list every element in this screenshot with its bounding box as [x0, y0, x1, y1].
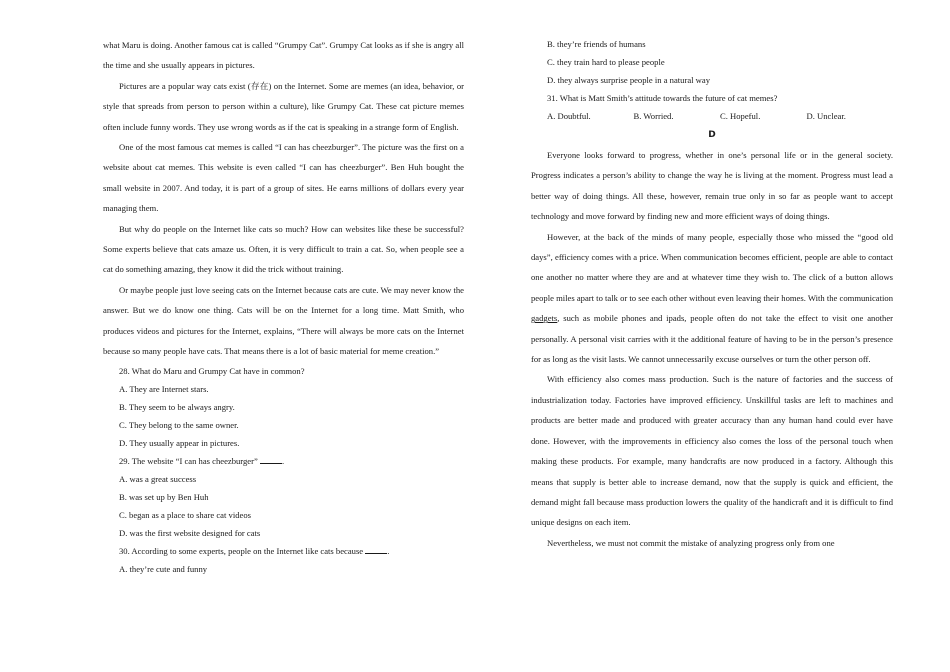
passage-d-paragraph-4: Nevertheless, we must not commit the mistake of analyzing progress only from one	[547, 537, 835, 548]
left-column	[103, 35, 464, 578]
passage-c-paragraph-1: what Maru is doing. Another famous cat is called “Grumpy Cat”. Grumpy Cat looks as if she is angry all the time and she usually appears in pictures.	[103, 40, 464, 71]
underlined-word-gadgets: gadgets	[531, 313, 558, 324]
passage-d-paragraph-3: With efficiency also comes mass production. Such is the nature of factories and the success of industrialization today. Factories have improved efficiency. Unskillful tasks are left to machines and products are better made and produced with greater accuracy than any human hand could ever have done. However, with the improvements in efficiency also comes the loss of the personal touch when making these products. For example, many handcrafts are now produced in a factory. Although this means that supply is better able to increase demand, now that the supply is quick and efficient, the demand might fall because mass production lowers the quality of the handicraft and it is difficult to find unique designs on each item.	[531, 374, 893, 528]
q31-option-c: C. Hopeful.	[720, 111, 761, 121]
q29-option-c: C. began as a place to share cat videos	[119, 509, 251, 520]
q29-option-a: A. was a great success	[119, 473, 197, 484]
q30-option-a: A. they’re cute and funny	[119, 563, 208, 574]
passage-d-paragraph-2	[531, 227, 893, 370]
q31-option-d: D. Unclear.	[806, 111, 846, 121]
q29-end: .	[281, 455, 285, 466]
passage-d-paragraph-1: Everyone looks forward to progress, whether in one’s personal life or in the general society. Progress indicates a person’s ability to change the way he is living at the moment. Progress must lead a better way of doing things. All these, however, remain true only in so far as people want to accept technology and move forward by finding new and more efficient ways of doing things.	[531, 150, 893, 222]
q30-blank	[365, 545, 390, 556]
q31-options	[531, 107, 893, 125]
q31-option-a: A. Doubtful.	[547, 111, 591, 121]
q29-option-b: B. was set up by Ben Huh	[119, 491, 209, 502]
question-31: 31. What is Matt Smith’s attitude towards the future of cat memes?	[547, 93, 778, 103]
q28-option-a: A. They are Internet stars.	[119, 383, 209, 394]
passage-c-paragraph-2: Pictures are a popular way cats exist (存在) on the Internet. Some are memes (an idea, behavior, or style that spreads from person to person within a culture), like Grumpy Cat. These cat picture memes often include funny words. They use wrong words as if the cat is speaking in a strange form of English.	[103, 80, 464, 132]
passage-d-paragraph-2-start: However, at the back of the minds of many people, especially those who missed the “good old days”, efficiency comes with a price. When communication becomes efficient, people are able to contact one another no matter where they are and at whatever time they wish to. The click of a button allows people miles apart to talk or to see each other without even leaving their homes. With the communication	[531, 231, 893, 303]
q29-option-d: D. was the first website designed for cats	[119, 527, 261, 538]
passage-c-paragraph-4: But why do people on the Internet like cats so much? How can websites like these be successful? Some experts believe that cats amaze us. Often, it is very difficult to train a cat. So, when people see a cat do something amazing, they know it did the trick without training.	[103, 223, 464, 275]
q28-option-c: C. They belong to the same owner.	[119, 419, 239, 430]
q30-option-b: B. they’re friends of humans	[547, 39, 646, 49]
passage-d-paragraph-2-end: , such as mobile phones and ipads, people often do not take the effect to visit one another personally. A personal visit carries with it the additional feature of having to be in the person’s presence for as long as the visit lasts. We cannot unnecessarily excuse ourselves or turn the other person off.	[531, 313, 893, 365]
q30-end: .	[387, 545, 390, 556]
q30-stem: 30. According to some experts, people on the Internet like cats because	[119, 545, 364, 556]
right-column	[531, 35, 893, 553]
passage-c-paragraph-5: Or maybe people just love seeing cats on the Internet because cats are cute. We may never know the answer. But we do know one thing. Cats will be on the Internet for a long time. Matt Smith, who produces videos and pictures for the Internet, explains, “There will always be more cats on the Internet because so many people have cats. That means there is a lot of basic material for meme creation.”	[103, 284, 464, 357]
q28-option-d: D. They usually appear in pictures.	[119, 437, 240, 448]
question-28: 28. What do Maru and Grumpy Cat have in common?	[119, 365, 305, 376]
passage-c-paragraph-3: One of the most famous cat memes is called “I can has cheezburger”. The picture was the first on a website about cat memes. This website is even called “I can has cheezburger”. Ben Huh bought the small website in 2007. And today, it is part of a group of sites. He earns millions of dollars every year managing them.	[103, 142, 464, 214]
q30-option-d: D. they always surprise people in a natural way	[547, 75, 710, 85]
q29-blank	[260, 455, 285, 466]
question-30	[103, 542, 464, 560]
section-heading-d: D	[708, 130, 716, 140]
q31-option-b: B. Worried.	[633, 111, 674, 121]
question-29	[103, 452, 464, 470]
q30-option-c: C. they train hard to please people	[547, 57, 665, 67]
q28-option-b: B. They seem to be always angry.	[119, 401, 235, 412]
q29-stem: 29. The website “I can has cheezburger”	[119, 455, 258, 466]
